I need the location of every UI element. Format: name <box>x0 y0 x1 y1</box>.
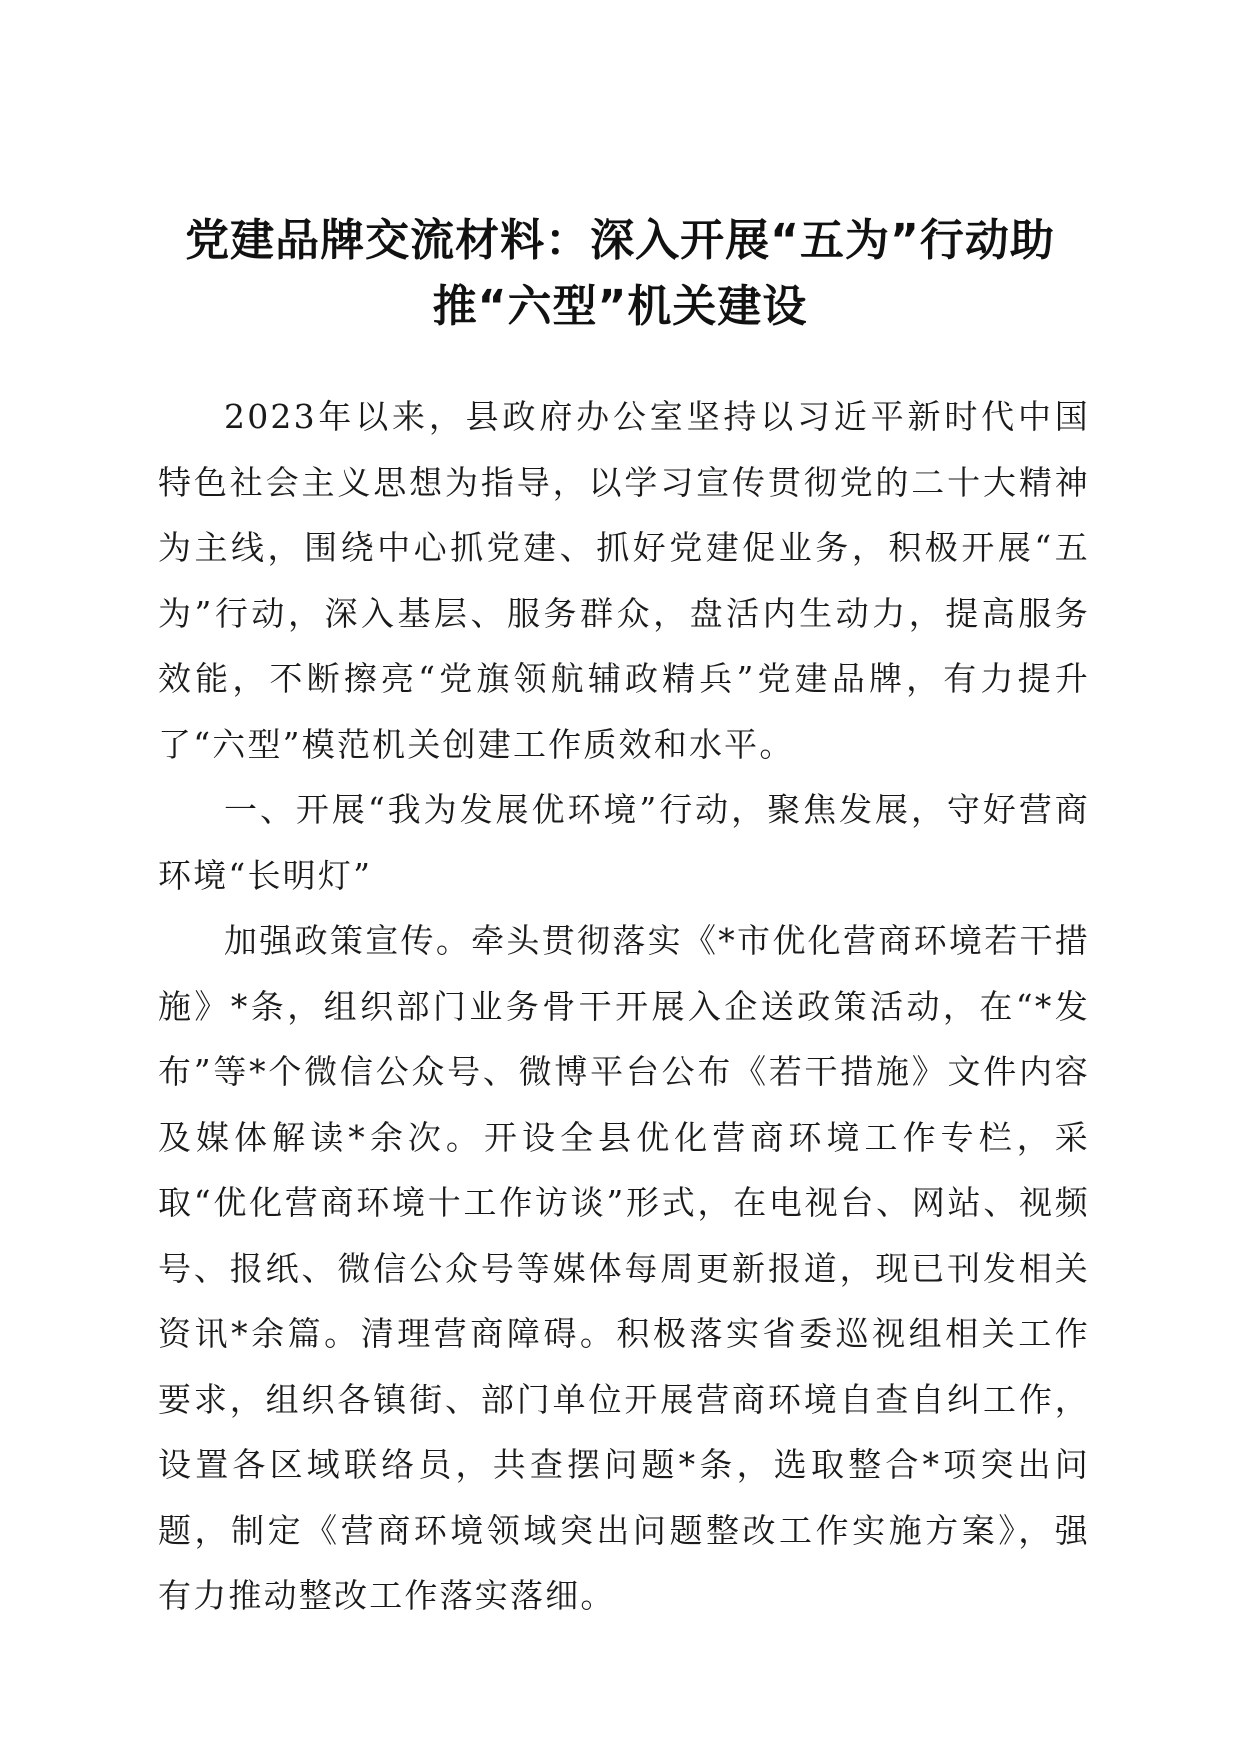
body-paragraph: 加强政策宣传。牵头贯彻落实《*市优化营商环境若干措施》*条，组织部门业务骨干开展入企送政策活动，在“*发布”等*个微信公众号、微博平台公布《若干措施》文件内容及媒体解读*余次。开设全县优化营商环境工作专栏，采取“优化营商环境十工作访谈”形式，在电视台、网站、视频号、报纸、微信公众号等媒体每周更新报道，现已刊发相关资讯*余篇。清理营商障碍。积极落实省委巡视组相关工作要求，组织各镇街、部门单位开展营商环境自查自纠工作，设置各区域联络员，共查摆问题*条，选取整合*项突出问题，制定《营商环境领域突出问题整改工作实施方案》，强有力推动整改工作落实落细。 <box>158 921 1090 1615</box>
document-title <box>150 208 1090 340</box>
title-line-1: 党建品牌交流材料：深入开展“五为”行动助 <box>185 215 1055 266</box>
document-body <box>158 384 1090 1629</box>
intro-paragraph: 2023年以来，县政府办公室坚持以习近平新时代中国特色社会主义思想为指导，以学习宣传贯彻党的二十大精神为主线，围绕中心抓党建、抓好党建促业务，积极开展“五为”行动，深入基层、服务群众，盘活内生动力，提高服务效能，不断擦亮“党旗领航辅政精兵”党建品牌，有力提升了“六型”模范机关创建工作质效和水平。 <box>158 397 1090 764</box>
section-heading: 一、开展“我为发展优环境”行动，聚焦发展，守好营商环境“长明灯” <box>158 790 1090 895</box>
title-line-2: 推“六型”机关建设 <box>432 281 808 332</box>
